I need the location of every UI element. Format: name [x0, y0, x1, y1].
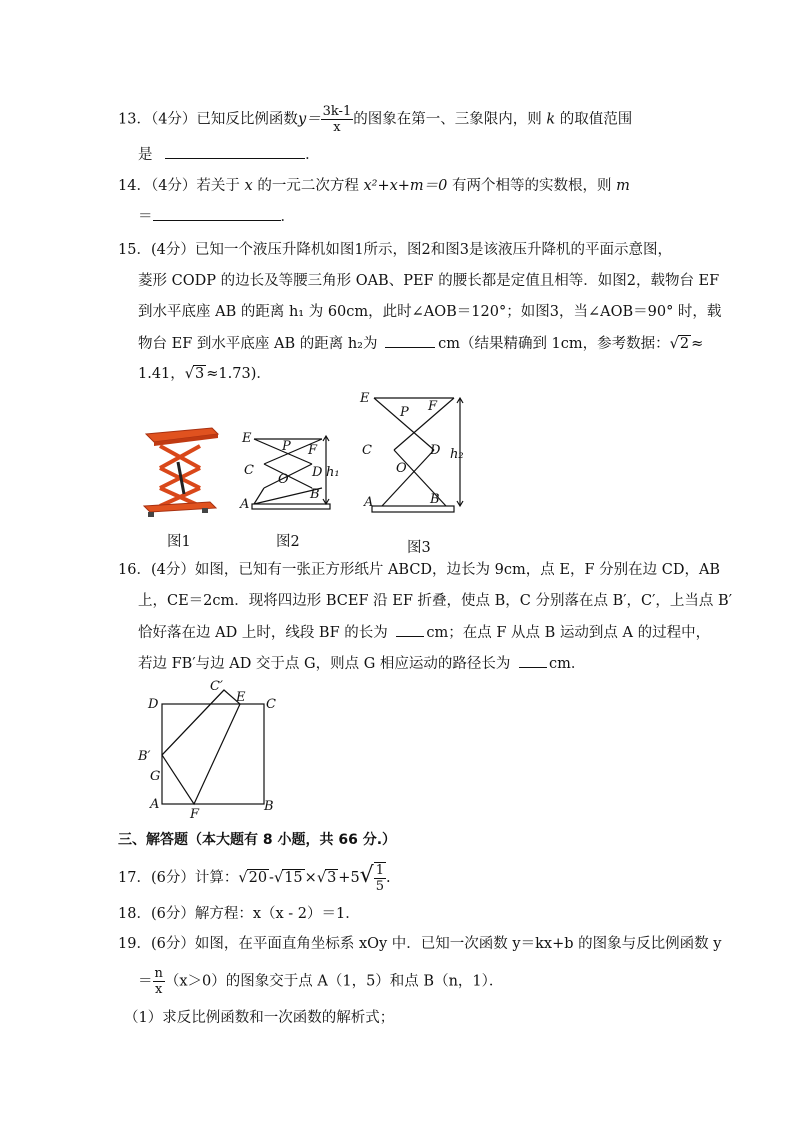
- q17-line: [118, 862, 391, 894]
- fig2-label-D: D: [312, 465, 323, 480]
- q13-line2: [138, 144, 320, 165]
- q13-answer-blank[interactable]: [165, 144, 305, 159]
- q13-text2: 的取值范围: [559, 111, 633, 128]
- q15-line4: [138, 333, 703, 354]
- sqrt-icon: √: [316, 870, 327, 886]
- q14-text2: 有两个相等的实数根，则: [452, 178, 612, 194]
- q16-line2: 上，CE＝2cm．现将四边形 BCEF 沿 EF 折叠，使点 B，C 分别落在点 B′，C′，上当点 B′: [138, 593, 732, 609]
- sqrt-icon: √: [669, 336, 679, 352]
- q13-line1: [118, 104, 632, 135]
- q17-frac-den: 5: [375, 879, 384, 894]
- q17-minus: -: [269, 870, 274, 886]
- q19-line2: [138, 966, 503, 997]
- fig2-label-F: F: [308, 443, 318, 458]
- q17-sqrt3: 3: [327, 870, 337, 886]
- fig3-label-B: B: [430, 492, 440, 507]
- sqrt-icon: √: [238, 870, 248, 886]
- figure1-caption: 图1: [167, 534, 191, 550]
- q13-text: 的图象在第一、三象限内，则: [353, 111, 542, 128]
- fig3-label-D: D: [430, 443, 441, 458]
- q15-answer-blank[interactable]: [385, 333, 435, 348]
- q16-text-c: 若边 FB′与边 AD 交于点 G，则点 G 相应运动的路径长为: [138, 656, 511, 672]
- q19-frac-den: x: [155, 982, 163, 997]
- q16-answer-blank-2[interactable]: [519, 653, 547, 668]
- fig2-label-E: E: [242, 431, 252, 446]
- q16-fold-figure: [136, 676, 286, 820]
- q14-text: 的一元二次方程: [257, 178, 359, 194]
- lift-photo-figure: [138, 422, 220, 520]
- fig16-label-A: A: [150, 797, 160, 812]
- q18-line: 18．(6分）解方程：x（x - 2）＝1．: [118, 906, 360, 922]
- q17-plus5: +5: [338, 870, 360, 886]
- q16-line3: [138, 622, 710, 643]
- q15-text-b: cm（结果精确到 1cm，参考数据：: [438, 336, 670, 352]
- figure3-caption: 图3: [407, 540, 431, 556]
- fig2-label-C: C: [244, 463, 254, 478]
- q16-text-b: cm；在点 F 从点 B 运动到点 A 的过程中，: [426, 625, 711, 641]
- q19-part1: （1）求反比例函数和一次函数的解析式；: [124, 1010, 395, 1026]
- q15-line3: 到水平底座 AB 的距离 h₁ 为 60cm，此时∠AOB＝120°；如图3，当∠AOB＝90° 时，载: [138, 304, 722, 320]
- fig16-label-G: G: [150, 769, 161, 784]
- q16-text-a: 恰好落在边 AD 上时，线段 BF 的长为: [138, 625, 388, 641]
- fig2-label-A: A: [240, 497, 250, 512]
- sqrt-icon: √: [359, 863, 374, 888]
- fig3-label-C: C: [362, 443, 372, 458]
- q14-equation: x²+x+m＝0: [363, 178, 448, 194]
- fig16-label-Bprime: B′: [138, 749, 151, 764]
- fig3-label-F: F: [428, 399, 438, 414]
- q19-frac-num: n: [154, 966, 163, 981]
- q14-number: 14．（4分）若关于: [118, 178, 240, 194]
- q14-end: ．: [280, 209, 295, 225]
- sqrt-icon: √: [273, 870, 284, 886]
- q15-val173: ≈1.73)．: [206, 366, 271, 382]
- fig2-label-P: P: [282, 439, 291, 454]
- q15-val141: 1.41，: [138, 366, 185, 382]
- fig16-label-D: D: [148, 697, 159, 712]
- fig3-label-O: O: [396, 461, 407, 476]
- fig2-label-h1: h₁: [326, 465, 340, 480]
- q13-is: 是: [138, 147, 153, 163]
- fig16-label-E: E: [236, 690, 246, 705]
- q13-k: k: [546, 111, 556, 128]
- q13-end: ．: [305, 147, 320, 163]
- q15-approx: ≈: [691, 336, 704, 352]
- fig2-label-O: O: [278, 472, 289, 487]
- q19-fraction: [153, 966, 165, 997]
- figure3-diagram: [354, 386, 478, 518]
- q16-text-d: cm．: [549, 656, 586, 672]
- q16-answer-blank-1[interactable]: [396, 622, 424, 637]
- q16-line4: [138, 653, 585, 674]
- q17-times: ×: [304, 870, 317, 886]
- q14-eq-sign: ＝: [138, 209, 153, 225]
- q14-answer-blank[interactable]: [153, 206, 281, 221]
- fig16-label-Cprime: C′: [210, 679, 223, 694]
- q13-fraction: [321, 104, 354, 135]
- q17-number: 17．(6分）计算：: [118, 870, 239, 886]
- q17-sqrt15: 15: [284, 870, 303, 886]
- fig16-label-F: F: [190, 807, 200, 822]
- q14-line2: [138, 206, 295, 227]
- fig3-label-P: P: [400, 405, 409, 420]
- q15-text-a: 物台 EF 到水平底座 AB 的距离 h₂为: [138, 336, 378, 352]
- q13-frac-den: x: [333, 120, 341, 135]
- q13-y: y＝: [297, 111, 321, 128]
- q17-sqrt20: 20: [248, 870, 268, 886]
- q14-m: m: [616, 178, 630, 194]
- figure2-diagram: [238, 424, 338, 514]
- q14-x: x: [244, 178, 253, 194]
- fig16-label-C: C: [266, 697, 276, 712]
- q15-line2: 菱形 CODP 的边长及等腰三角形 OAB、PEF 的腰长都是定值且相等．如图2，载物台 EF: [138, 273, 720, 289]
- q17-fraction: [374, 862, 386, 894]
- q17-end: .: [385, 870, 391, 886]
- q15-sqrt3: 3: [195, 366, 205, 382]
- sqrt-icon: √: [184, 366, 195, 382]
- fig3-label-E: E: [360, 391, 370, 406]
- fig3-label-A: A: [364, 495, 374, 510]
- q13-frac-num: 3k-1: [322, 104, 352, 119]
- q17-frac-num: 1: [375, 863, 384, 878]
- figure2-caption: 图2: [276, 534, 300, 550]
- q19-eq: ＝: [138, 973, 153, 990]
- q15-line5: [138, 364, 271, 384]
- q15-sqrt2: 2: [679, 336, 690, 352]
- q14-line1: [118, 176, 630, 196]
- q15-line1: 15．(4分）已知一个液压升降机如图1所示，图2和图3是该液压升降机的平面示意图，: [118, 242, 673, 258]
- fig16-label-B: B: [264, 799, 274, 814]
- section-3-heading: 三、解答题（本大题有 8 小题，共 66 分.）: [118, 832, 397, 848]
- fig2-label-B: B: [310, 487, 320, 502]
- q13-number: 13．（4分）已知反比例函数: [118, 111, 298, 128]
- q16-line1: 16．(4分）如图，已知有一张正方形纸片 ABCD，边长为 9cm，点 E，F 分别在边 CD，AB: [118, 562, 721, 578]
- fig3-label-h2: h₂: [450, 447, 464, 462]
- q19-text: （x＞0）的图象交于点 A（1，5）和点 B（n，1）．: [164, 973, 504, 990]
- q19-line1: 19．(6分）如图，在平面直角坐标系 xOy 中．已知一次函数 y＝kx+b 的图象与反比例函数 y: [118, 936, 722, 952]
